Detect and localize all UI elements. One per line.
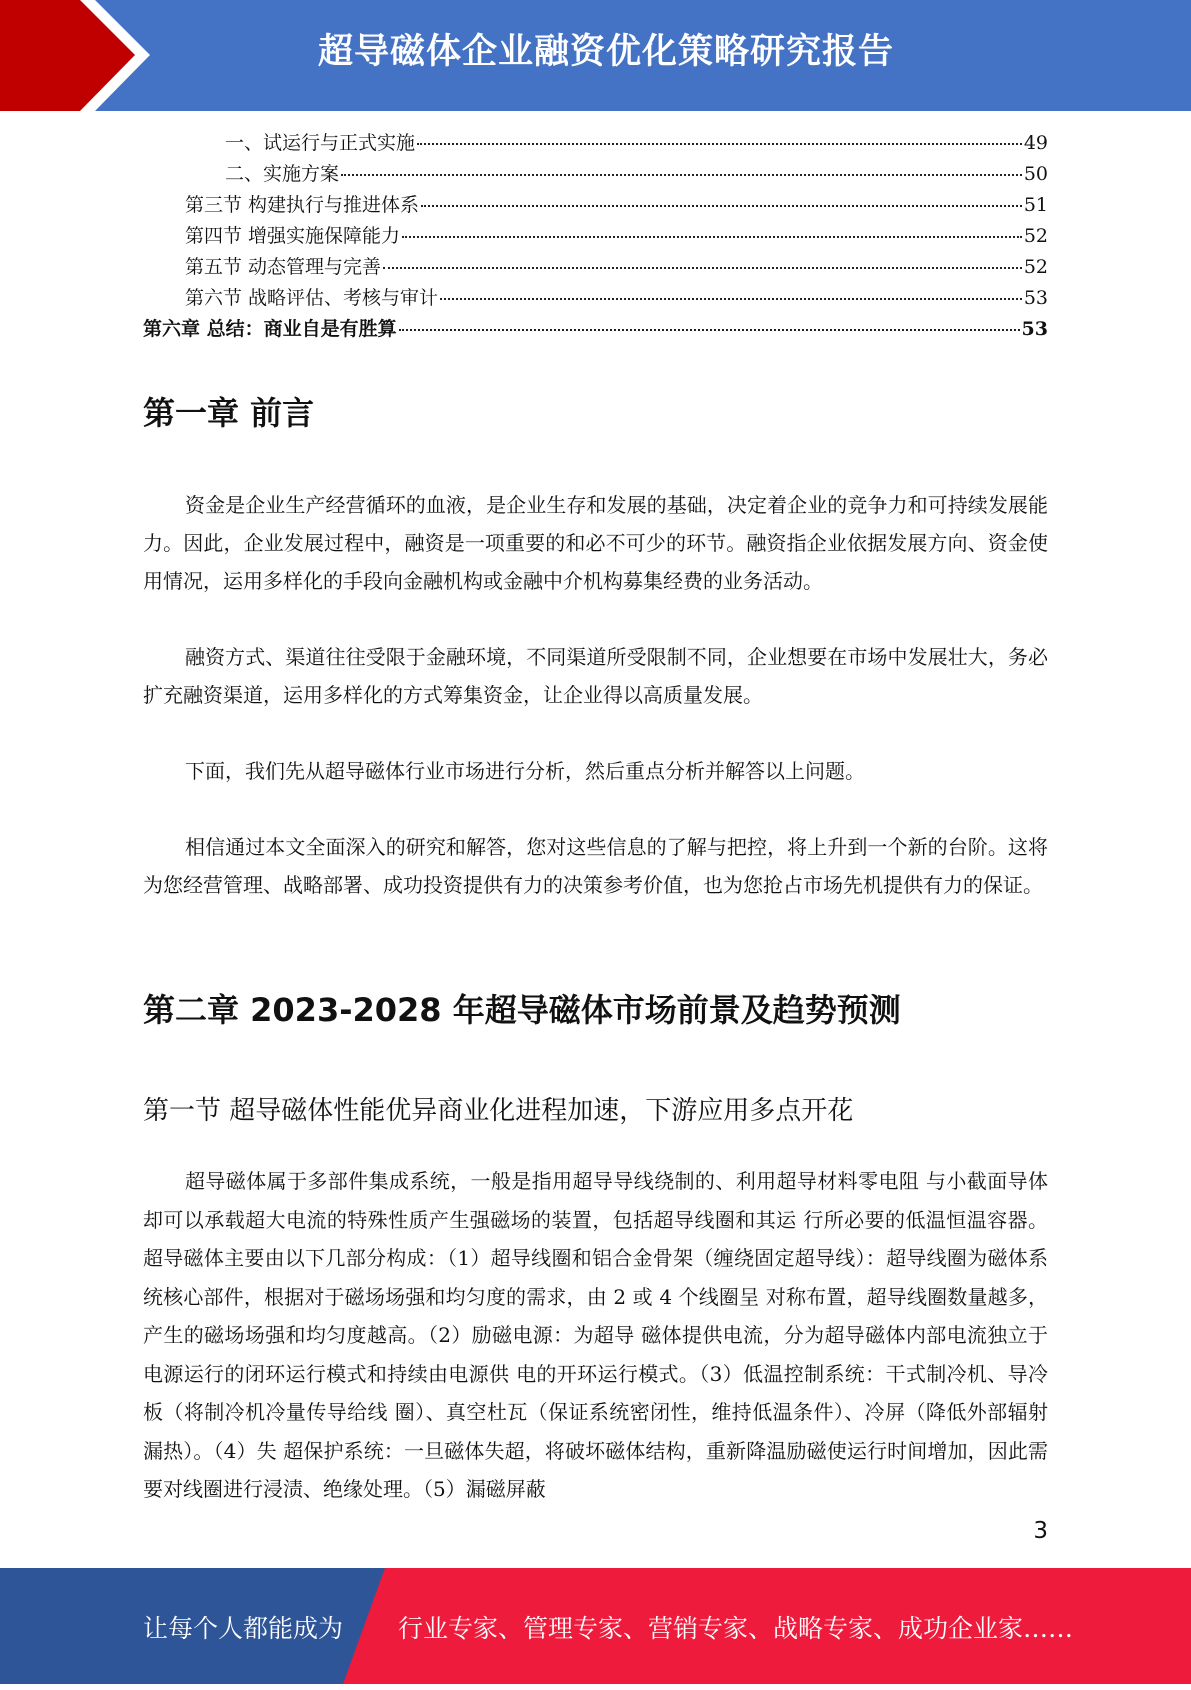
toc-leader-dots: [421, 205, 1022, 207]
toc-leader-dots: [399, 329, 1020, 331]
body-paragraph: 相信通过本文全面深入的研究和解答，您对这些信息的了解与把控，将上升到一个新的台阶。这将为您经营管理、战略部署、成功投资提供有力的决策参考价值，也为您抢占市场先机提供有力的保证。: [143, 835, 1048, 897]
toc-entry-page: 50: [1023, 163, 1048, 185]
toc-entry-page: 52: [1023, 225, 1048, 247]
body-paragraph: 融资方式、渠道往往受限于金融环境，不同渠道所受限制不同，企业想要在市场中发展壮大，务必扩充融资渠道，运用多样化的方式筹集资金，让企业得以高质量发展。: [143, 645, 1048, 707]
chapter-heading: 第一章 前言: [143, 394, 315, 432]
toc-entry[interactable]: [143, 128, 1048, 159]
toc-leader-dots: [383, 267, 1022, 269]
toc-entry-title: 第五节 动态管理与完善: [185, 256, 382, 278]
toc-leader-dots: [402, 236, 1022, 238]
footer-slogan-right: 行业专家、管理专家、营销专家、战略专家、成功企业家……: [398, 1614, 1074, 1643]
body-paragraph: 资金是企业生产经营循环的血液，是企业生存和发展的基础，决定着企业的竞争力和可持续发展能力。因此，企业发展过程中，融资是一项重要的和必不可少的环节。融资指企业依据发展方向、资金使用情况，运用多样化的手段向金融机构或金融中介机构募集经费的业务活动。: [143, 493, 1048, 593]
page-footer: [0, 1568, 1191, 1684]
toc-entry-title: 第六节 战略评估、考核与审计: [185, 287, 439, 309]
footer-slogan-left: 让每个人都能成为: [143, 1614, 344, 1643]
body-paragraph: 下面，我们先从超导磁体行业市场进行分析，然后重点分析并解答以上问题。: [185, 759, 865, 783]
toc-entry-title: 第三节 构建执行与推进体系: [185, 194, 420, 216]
toc-entry-page: 52: [1023, 256, 1048, 278]
toc-entry-page: 49: [1023, 132, 1048, 154]
toc-entry[interactable]: [143, 190, 1048, 221]
toc-entry[interactable]: [143, 159, 1048, 190]
section-heading: 第一节 超导磁体性能优异商业化进程加速，下游应用多点开花: [143, 1096, 854, 1126]
toc-leader-dots: [440, 298, 1022, 300]
toc-entry-page: 53: [1021, 318, 1048, 340]
toc-entry-title: 第四节 增强实施保障能力: [185, 225, 401, 247]
toc-entry-chapter[interactable]: [143, 314, 1048, 345]
page-header: [0, 0, 1191, 111]
toc-entry-title: 第六章 总结：商业自是有胜算: [143, 318, 397, 340]
toc-entry-page: 51: [1023, 194, 1048, 216]
header-title: 超导磁体企业融资优化策略研究报告: [317, 32, 894, 72]
toc-entry[interactable]: [143, 283, 1048, 314]
toc-entry-page: 53: [1023, 287, 1048, 309]
toc-entry-title: 二、实施方案: [225, 163, 340, 185]
page-number: 3: [1033, 1518, 1048, 1544]
chapter-heading: 第二章 2023-2028 年超导磁体市场前景及趋势预测: [143, 991, 901, 1029]
toc-entry-title: 一、试运行与正式实施: [225, 132, 416, 154]
body-paragraph: 超导磁体属于多部件集成系统，一般是指用超导导线绕制的、利用超导材料零电阻 与小截面导体却可以承载超大电流的特殊性质产生强磁场的装置，包括超导线圈和其运 行所必要的低温恒温容器。 超导磁体主要由以下几部分构成：（1）超导线圈和铝合金骨架（缠绕固定超导线）：超导线圈为磁体系统核心部件，根据对于磁场场强和均匀度的需求，由 2 或 4 个线圈呈 对称布置，超导线圈数量越多，产生的磁场场强和均匀度越高。（2）励磁电源：为超导 磁体提供电流，分为超导磁体内部电流独立于电源运行的闭环运行模式和持续由电源供 电的开环运行模式。（3）低温控制系统：干式制冷机、导冷板（将制冷机冷量传导给线 圈）、真空杜瓦（保证系统密闭性，维持低温条件）、冷屏（降低外部辐射漏热）。（4）失 超保护系统：一旦磁体失超，将破坏磁体结构，重新降温励磁使运行时间增加，因此需 要对线圈进行浸渍、绝缘处理。（5）漏磁屏蔽: [143, 1169, 1048, 1501]
toc-entry[interactable]: [143, 221, 1048, 252]
toc-leader-dots: [341, 174, 1022, 176]
toc-leader-dots: [417, 143, 1022, 145]
toc-entry[interactable]: [143, 252, 1048, 283]
table-of-contents: [143, 128, 1048, 345]
